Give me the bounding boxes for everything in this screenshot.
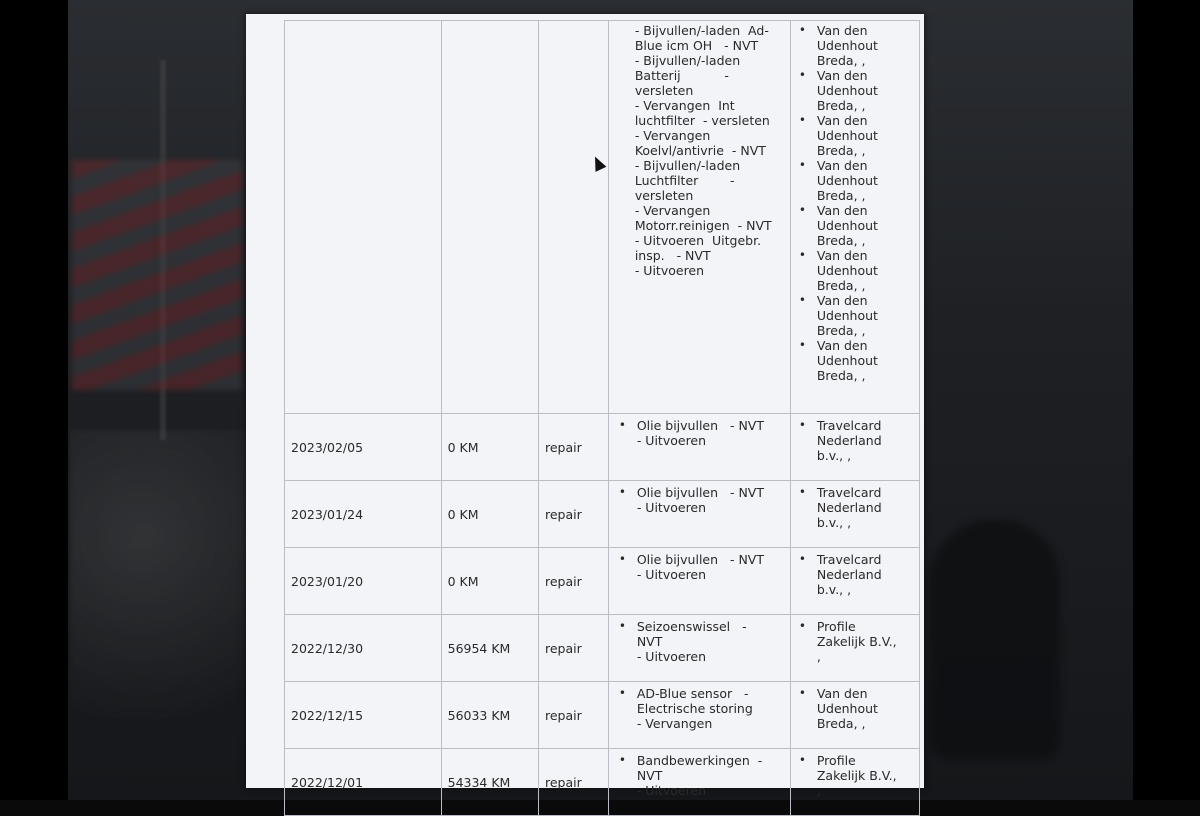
dealer-line: Van den: [816, 293, 868, 308]
bullet-icon: •: [798, 293, 806, 307]
dealer-cell: [790, 481, 919, 548]
activity-entry: [615, 485, 784, 515]
dealer-line: Van den: [816, 248, 868, 263]
activity-line: Blue icm OH - NVT: [634, 38, 759, 53]
activity-line: - Vervangen: [634, 128, 711, 143]
dealer-entry: [797, 113, 913, 158]
screen-reflection-person: [930, 520, 1060, 760]
dealer-line: Nederland: [816, 433, 882, 448]
bullet-icon: •: [798, 203, 806, 217]
dealer-line: Udenhout: [816, 128, 878, 143]
document-page: [246, 14, 924, 798]
activity-entry: [615, 418, 784, 448]
activity-line: - Uitvoeren: [636, 567, 707, 582]
bullet-icon: •: [618, 753, 626, 767]
table-row: [285, 481, 920, 548]
dealer-entry: [797, 23, 913, 68]
dealer-line: Van den: [816, 23, 868, 38]
activity-cell: [608, 548, 790, 615]
date-cell: 2023/01/24: [285, 481, 442, 548]
bullet-icon: •: [618, 485, 626, 499]
dealer-line: Van den: [816, 158, 868, 173]
date-cell: 2022/12/15: [285, 682, 442, 749]
activity-cell: [608, 682, 790, 749]
bullet-icon: •: [798, 248, 806, 262]
activity-line: - Vervangen Int: [634, 98, 735, 113]
date-cell: 2023/01/20: [285, 548, 442, 615]
dealer-line: Van den: [816, 113, 868, 128]
dealer-cell: [790, 548, 919, 615]
dealer-line: Breda, ,: [816, 278, 866, 293]
mileage-cell: 0 KM: [441, 414, 538, 481]
activity-list: [615, 23, 784, 278]
date-cell: 2022/12/01: [285, 749, 442, 816]
date-cell: 2022/12/30: [285, 615, 442, 682]
activity-line: Bandbewerkingen -: [636, 753, 763, 768]
dealer-line: Nederland: [816, 500, 882, 515]
dealer-line: Breda, ,: [816, 53, 866, 68]
bullet-icon: •: [618, 418, 626, 432]
dealer-entry: [797, 686, 913, 731]
bullet-icon: •: [618, 686, 626, 700]
dealer-line: Breda, ,: [816, 368, 866, 383]
dealer-entry: [797, 552, 913, 597]
bullet-icon: •: [618, 619, 626, 633]
bullet-icon: •: [798, 23, 806, 37]
bullet-icon: •: [798, 338, 806, 352]
dealer-line: Profile: [816, 619, 856, 634]
dealer-line: Zakelijk B.V.,: [816, 768, 897, 783]
type-cell: repair: [538, 414, 608, 481]
bullet-icon: •: [798, 753, 806, 767]
bullet-icon: •: [798, 552, 806, 566]
dealer-line: Nederland: [816, 567, 882, 582]
activity-line: - Bijvullen/-laden Ad-: [634, 23, 769, 38]
activity-cell: [608, 749, 790, 816]
mileage-cell: 0 KM: [441, 548, 538, 615]
activity-line: NVT: [636, 768, 663, 783]
table-row: [285, 548, 920, 615]
dealer-line: Udenhout: [816, 38, 878, 53]
dealer-line: Udenhout: [816, 218, 878, 233]
dealer-line: Van den: [816, 68, 868, 83]
dealer-line: Udenhout: [816, 353, 878, 368]
activity-entry: [615, 686, 784, 731]
dealer-line: Breda, ,: [816, 188, 866, 203]
dealer-line: Profile: [816, 753, 856, 768]
dealer-cell: [790, 749, 919, 816]
activity-line: - Vervangen: [634, 203, 711, 218]
dealer-line: Travelcard: [816, 552, 882, 567]
bullet-icon: •: [798, 113, 806, 127]
bullet-icon: •: [798, 68, 806, 82]
type-cell: repair: [538, 615, 608, 682]
dealer-entry: [797, 68, 913, 113]
dealer-line: Breda, ,: [816, 233, 866, 248]
activity-line: - Bijvullen/-laden: [634, 53, 741, 68]
activity-line: - Uitvoeren: [636, 649, 707, 664]
dealer-line: ,: [816, 649, 821, 664]
bullet-icon: •: [798, 686, 806, 700]
dealer-line: Udenhout: [816, 83, 878, 98]
monitor-bezel-left: [0, 0, 68, 800]
dealer-line: b.v., ,: [816, 582, 852, 597]
activity-entry: [615, 552, 784, 582]
activity-line: AD-Blue sensor -: [636, 686, 749, 701]
type-cell: repair: [538, 749, 608, 816]
type-cell: repair: [538, 548, 608, 615]
bullet-icon: •: [618, 552, 626, 566]
activity-line: versleten: [634, 188, 694, 203]
activity-cell: [608, 21, 790, 414]
type-cell: repair: [538, 682, 608, 749]
dealer-line: Udenhout: [816, 263, 878, 278]
dealer-line: Travelcard: [816, 418, 882, 433]
activity-entry: [615, 753, 784, 798]
activity-line: Seizoenswissel -: [636, 619, 747, 634]
dealer-entry: [797, 248, 913, 293]
dealer-entry: [797, 293, 913, 338]
dealer-cell: [790, 682, 919, 749]
activity-line: - Uitvoeren: [636, 433, 707, 448]
activity-cell: [608, 414, 790, 481]
activity-line: Batterij -: [634, 68, 729, 83]
activity-line: luchtfilter - versleten: [634, 113, 770, 128]
mileage-cell: [441, 21, 538, 414]
activity-line: - Uitvoeren: [636, 783, 707, 798]
dealer-cell: [790, 414, 919, 481]
activity-cell: [608, 481, 790, 548]
date-cell: 2023/02/05: [285, 414, 442, 481]
dealer-line: Van den: [816, 686, 868, 701]
activity-line: - Uitvoeren: [634, 263, 705, 278]
dealer-cell: [790, 615, 919, 682]
monitor-bezel-right: [1133, 0, 1200, 800]
dealer-line: Breda, ,: [816, 98, 866, 113]
dealer-line: Travelcard: [816, 485, 882, 500]
type-cell: [538, 21, 608, 414]
dealer-cell: [790, 21, 919, 414]
dealer-entry: [797, 338, 913, 383]
activity-line: NVT: [636, 634, 663, 649]
mileage-cell: 56033 KM: [441, 682, 538, 749]
activity-line: - Uitvoeren Uitgebr.: [634, 233, 762, 248]
mileage-cell: 0 KM: [441, 481, 538, 548]
activity-line: versleten: [634, 83, 694, 98]
activity-line: Olie bijvullen - NVT: [636, 485, 764, 500]
screen-reflection: [70, 430, 250, 790]
bullet-icon: •: [798, 158, 806, 172]
table-row: [285, 615, 920, 682]
activity-line: Olie bijvullen - NVT: [636, 552, 764, 567]
table-row: [285, 749, 920, 816]
dealer-line: Breda, ,: [816, 143, 866, 158]
type-cell: repair: [538, 481, 608, 548]
dealer-line: Breda, ,: [816, 323, 866, 338]
dealer-entry: [797, 418, 913, 463]
mileage-cell: 56954 KM: [441, 615, 538, 682]
dealer-line: Zakelijk B.V.,: [816, 634, 897, 649]
dealer-entry: [797, 753, 913, 798]
dealer-list: [797, 23, 913, 383]
table-row: [285, 21, 920, 414]
dealer-line: b.v., ,: [816, 448, 852, 463]
activity-line: - Uitvoeren: [636, 500, 707, 515]
dealer-line: Udenhout: [816, 308, 878, 323]
activity-line: insp. - NVT: [634, 248, 711, 263]
activity-line: Koelvl/antivrie - NVT: [634, 143, 766, 158]
date-cell: [285, 21, 442, 414]
dealer-line: b.v., ,: [816, 515, 852, 530]
activity-entry: [615, 619, 784, 664]
maintenance-history-table: [284, 20, 920, 816]
activity-line: Luchtfilter -: [634, 173, 735, 188]
table-row: [285, 682, 920, 749]
screen-reflection-flag: [72, 160, 242, 390]
bullet-icon: •: [798, 418, 806, 432]
dealer-entry: [797, 619, 913, 664]
activity-cell: [608, 615, 790, 682]
table-row: [285, 414, 920, 481]
dealer-line: Van den: [816, 338, 868, 353]
mileage-cell: 54334 KM: [441, 749, 538, 816]
dealer-line: Udenhout: [816, 173, 878, 188]
activity-line: Motorr.reinigen - NVT: [634, 218, 772, 233]
bullet-icon: •: [798, 485, 806, 499]
activity-line: - Vervangen: [636, 716, 713, 731]
activity-line: Olie bijvullen - NVT: [636, 418, 764, 433]
activity-line: Electrische storing: [636, 701, 753, 716]
activity-line: - Bijvullen/-laden: [634, 158, 741, 173]
dealer-line: Breda, ,: [816, 716, 866, 731]
dealer-line: ,: [816, 783, 821, 798]
bullet-icon: •: [798, 619, 806, 633]
dealer-line: Udenhout: [816, 701, 878, 716]
dealer-entry: [797, 485, 913, 530]
dealer-entry: [797, 158, 913, 203]
dealer-line: Van den: [816, 203, 868, 218]
dealer-entry: [797, 203, 913, 248]
